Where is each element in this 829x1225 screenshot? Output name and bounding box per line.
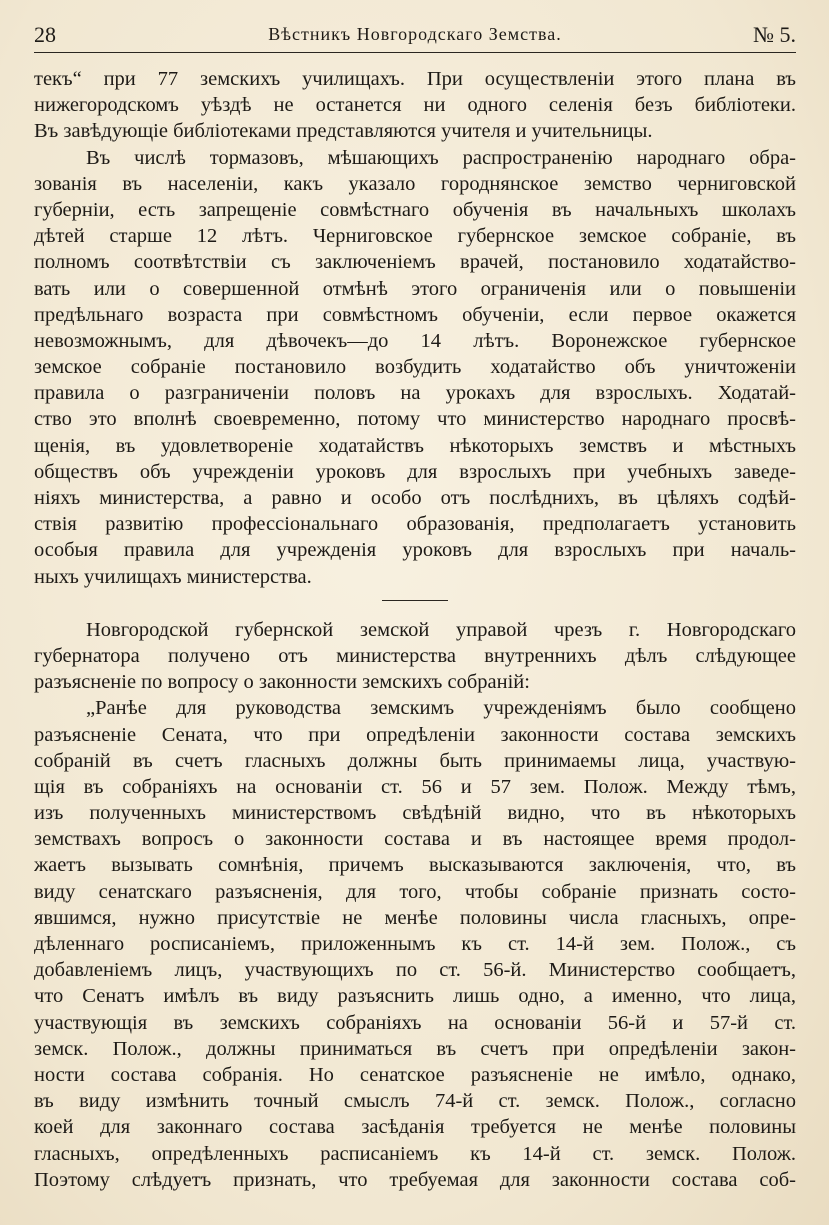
header-rule: [34, 52, 796, 53]
text-line: предѣльнаго возраста при совмѣстномъ обученіи, если первое окажется: [34, 303, 796, 326]
text-line: ствія развитію профессіональнаго образованія, предполагаетъ установить: [34, 513, 796, 536]
text-line: полномъ соотвѣтствіи съ заключеніемъ врачей, постановило ходатайство-: [34, 251, 796, 274]
text-line: щенія, въ удовлетвореніе ходатайствъ нѣкоторыхъ земствъ и мѣстныхъ: [34, 434, 796, 457]
text-line: явшимся, нужно присутствіе не менѣе половины числа гласныхъ, опре-: [34, 906, 796, 929]
running-header: [34, 22, 796, 52]
text-line: ніяхъ министерства, а равно и особо отъ послѣднихъ, въ цѣляхъ содѣй-: [34, 487, 796, 509]
text-line: Поэтому слѣдуетъ признать, что требуемая для законности состава соб-: [34, 1168, 796, 1191]
article-body: [34, 66, 796, 1193]
text-line: собраній въ счетъ гласныхъ должны быть принимаемы лица, участвую-: [34, 749, 796, 772]
text-line: участвующія въ земскихъ собраніяхъ на основаніи 56-й и 57-й ст.: [34, 1011, 796, 1034]
text-line: земствахъ вопросъ о законности состава и въ настоящее время продол-: [34, 828, 796, 851]
text-line: Въ числѣ тормазовъ, мѣшающихъ распространенію народнаго обра-: [86, 146, 796, 169]
text-line: обществъ объ учрежденіи уроковъ для взрослыхъ при учебныхъ заведе-: [34, 460, 796, 483]
text-line: гласныхъ, опредѣленныхъ расписаніемъ къ 14-й ст. земск. Полож.: [34, 1142, 796, 1165]
text-line: вать или о совершенной отмѣнѣ этого ограниченія или о повышеніи: [34, 277, 796, 300]
text-line: особыя правила для учрежденія уроковъ для взрослыхъ при началь-: [34, 539, 796, 562]
text-line: губерніи, есть запрещеніе совмѣстнаго обученія въ начальныхъ школахъ: [34, 198, 796, 221]
text-line: зованія въ населеніи, какъ указало городнянское земство черниговской: [34, 172, 796, 195]
text-line: текъ“ при 77 земскихъ училищахъ. При осуществленіи этого плана въ: [34, 68, 796, 90]
text-line: ныхъ училищахъ министерства.: [34, 565, 312, 588]
text-line: земск. Полож., должны приниматься въ счетъ при опредѣленіи закон-: [34, 1037, 796, 1060]
journal-title: Вѣстникъ Новгородскаго Земства.: [268, 24, 562, 44]
text-line: „Ранѣе для руководства земскимъ учрежденіямъ было сообщено: [86, 697, 796, 720]
text-line: разъясненіе Сената, что при опредѣленіи законности состава земскихъ: [34, 723, 796, 746]
text-line: дѣленнаго росписаніемъ, приложеннымъ къ ст. 14-й зем. Полож., съ: [34, 933, 796, 955]
text-line: дѣтей старше 12 лѣтъ. Черниговское губернское земское собраніе, въ: [34, 225, 796, 248]
text-line: земское собраніе постановило возбудить ходатайство объ уничтоженіи: [34, 356, 796, 379]
text-line: правила о разграниченіи половъ на урокахъ для взрослыхъ. Ходатай-: [34, 382, 796, 405]
text-line: щія въ собраніяхъ на основаніи ст. 56 и 57 зем. Полож. Между тѣмъ,: [34, 775, 796, 798]
text-line: Въ завѣдующіе библіотеками представляются учителя и учительницы.: [34, 120, 653, 143]
text-line: коей для законнаго состава засѣданія требуется не менѣе половины: [34, 1116, 796, 1139]
page-number: 28: [34, 22, 56, 47]
text-line: ство это вполнѣ своевременно, потому что министерство народнаго просвѣ-: [34, 408, 796, 431]
text-line: разъясненіе по вопросу о законности земскихъ собраній:: [34, 671, 530, 694]
text-line: жаетъ вызывать сомнѣнія, причемъ высказываются заключенія, что, въ: [34, 854, 796, 877]
paragraph-group-2: [34, 617, 796, 1193]
text-line: что Сенатъ имѣлъ въ виду разъяснить лишь одно, а именно, что лица,: [34, 985, 796, 1008]
paragraph-group-1: [34, 66, 796, 590]
text-line: нижегородскомъ уѣздѣ не останется ни одного селенія безъ библіотеки.: [34, 94, 796, 117]
section-divider: [382, 600, 448, 601]
text-line: ности состава собранія. Но сенатское разъясненіе не имѣло, однако,: [34, 1063, 796, 1086]
text-line: невозможнымъ, для дѣвочекъ—до 14 лѣтъ. Воронежское губернское: [34, 329, 796, 352]
text-line: изъ полученныхъ министерствомъ свѣдѣній видно, что въ нѣкоторыхъ: [34, 802, 796, 825]
text-line: въ виду измѣнить точный смыслъ 74-й ст. земск. Полож., согласно: [34, 1090, 796, 1113]
issue-number: № 5.: [753, 22, 796, 47]
text-line: виду сенатскаго разъясненія, для того, чтобы собраніе признать состо-: [34, 880, 796, 903]
text-line: губернатора получено отъ министерства внутреннихъ дѣлъ слѣдующее: [34, 644, 796, 667]
text-line: Новгородской губернской земской управой чрезъ г. Новгородскаго: [86, 618, 796, 641]
text-line: добавленіемъ лицъ, участвующихъ по ст. 56-й. Министерство сообщаетъ,: [34, 959, 796, 982]
